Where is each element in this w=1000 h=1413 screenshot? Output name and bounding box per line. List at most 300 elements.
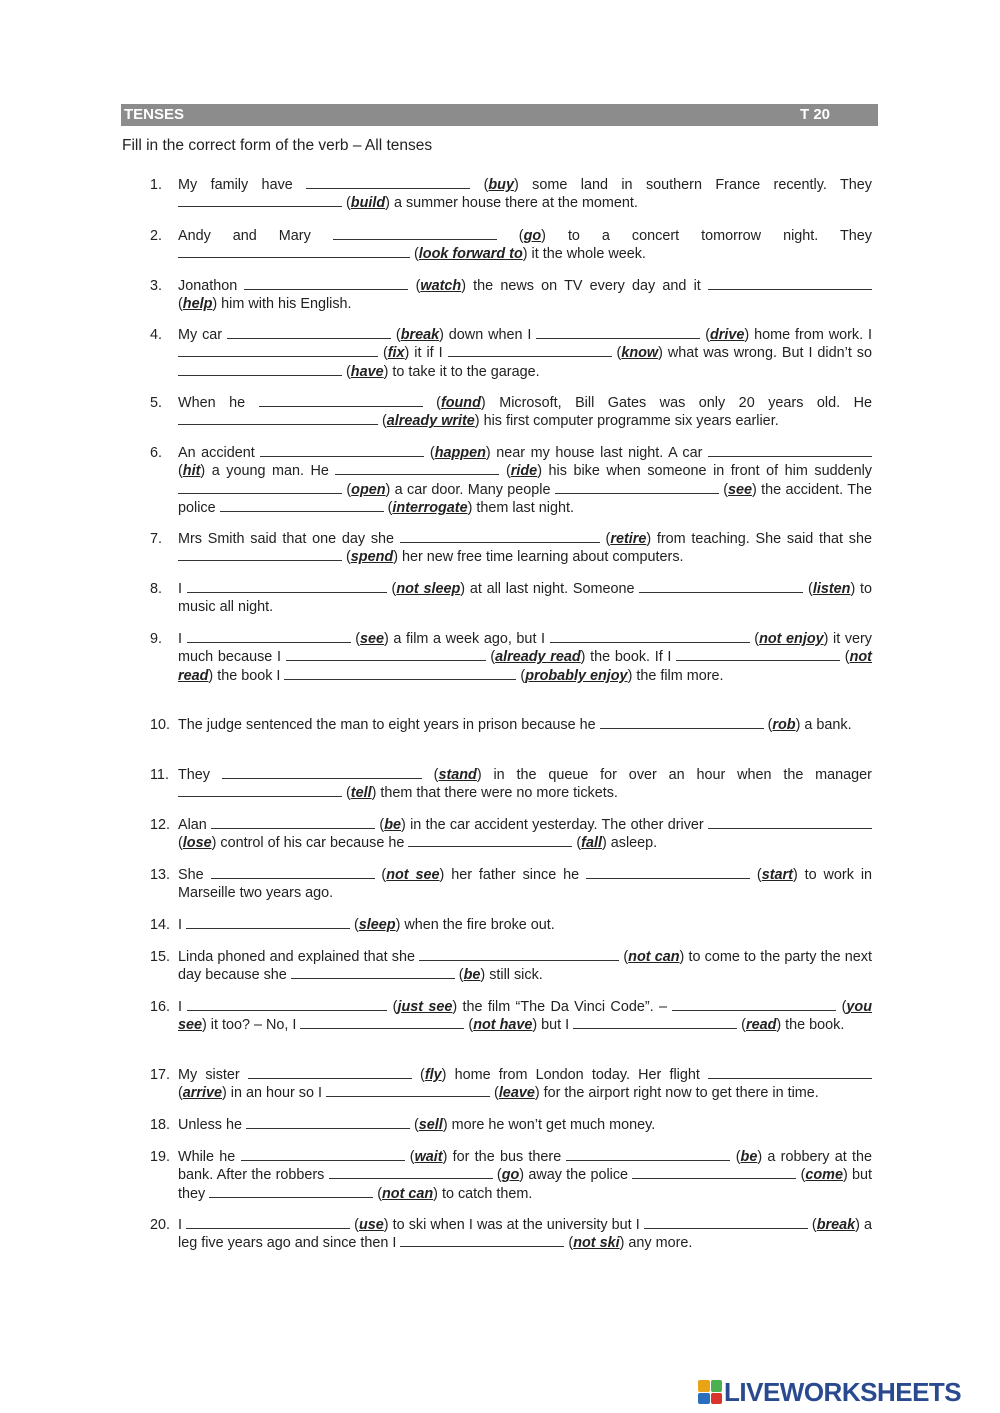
verb-hint: buy [488,177,514,193]
answer-blank[interactable] [178,548,342,561]
answer-blank[interactable] [326,1084,490,1097]
answer-blank[interactable] [211,816,375,829]
question-text-segment: ) a young man. He [200,463,336,480]
question-text-segment: ( [700,327,711,343]
logo-square [698,1380,710,1392]
question-text-segment: ( [737,1017,746,1034]
question-text-segment: ( [374,867,387,883]
verb-hint: use [358,1217,384,1233]
question-text [178,1148,872,1203]
question-text-segment: ( [387,999,398,1015]
answer-blank[interactable] [300,1016,464,1029]
question-text-segment: ) but they [178,1167,873,1202]
answer-blank[interactable] [708,816,872,829]
verb-hint: read [745,1017,777,1034]
verb-hint: not enjoy [759,631,824,647]
question-text [178,766,872,803]
question-text [178,1066,872,1103]
question-item [150,816,872,853]
question-text-segment: ( [730,1149,741,1165]
answer-blank[interactable] [241,1148,405,1161]
answer-blank[interactable] [178,784,342,797]
question-text-segment: Linda phoned and explained that she [178,949,420,965]
verb-hint: not can [628,949,680,965]
answer-blank[interactable] [400,1234,564,1247]
question-text-segment: ( [564,1235,574,1252]
question-text-segment: ) in the queue for over an hour when the manager [476,767,872,783]
answer-blank[interactable] [291,966,455,979]
question-text [178,326,872,381]
question-text-segment: ) the film “The Da Vinci Code”. – [452,999,673,1015]
question-text-segment: ) a film a week ago, but I [384,631,550,647]
answer-blank[interactable] [672,998,836,1011]
question-text-segment: ( [350,1217,359,1233]
question-text [178,716,872,734]
answer-blank[interactable] [178,363,342,376]
answer-blank[interactable] [227,326,391,339]
question-text-segment: I [178,581,187,597]
answer-blank[interactable] [244,277,408,290]
question-text-segment: ( [763,717,773,733]
worksheet-code: T 20 [799,106,830,123]
question-text-segment: My family have [178,177,307,193]
question-text-segment: ) her new free time learning about computers. [393,549,684,566]
verb-hint: see [360,631,385,647]
answer-blank[interactable] [333,227,497,240]
question-item [150,227,872,264]
verb-hint: have [350,363,384,380]
question-text [178,630,872,685]
verb-hint: not sleep [396,581,461,597]
question-text-segment: ) to take it to the garage. [383,363,540,380]
question-text-segment: ( [490,1085,499,1102]
question-text-segment: ) the accident. The police [178,481,873,516]
verb-hint: not see [386,867,440,883]
answer-blank[interactable] [408,834,572,847]
verb-hint: already read [495,649,581,666]
verb-hint: ride [510,463,538,480]
answer-blank[interactable] [186,916,350,929]
question-text-segment: Alan [178,817,212,833]
question-text-segment: ) it very much because I [178,631,873,666]
question-item [150,716,872,734]
verb-hint: start [761,867,793,883]
question-text-segment: ) from teaching. She said that she [646,531,872,547]
question-text-segment: ) some land in southern France recently. They [513,177,873,193]
question-text-segment: ( [840,649,850,666]
verb-hint: not can [382,1185,434,1202]
question-text-segment: ( [464,1017,474,1034]
question-item [150,394,872,431]
question-text-segment: ) away the police [519,1167,633,1184]
question-text [178,227,872,264]
question-text-segment: My sister [178,1067,248,1083]
answer-blank[interactable] [178,412,378,425]
verb-hint: probably enjoy [525,667,628,684]
logo-square [711,1393,723,1405]
question-text-segment: ) for the airport right now to get there in time. [534,1085,819,1102]
logo-square [698,1393,710,1405]
question-text-segment: ) a robbery at the bank. After the robbers [178,1149,872,1184]
question-item [150,1148,872,1203]
question-text-segment: ( [499,463,511,480]
question-number: 15. [150,949,171,965]
question-item [150,630,872,685]
question-text-segment: She [178,867,211,883]
verb-hint: rob [772,717,796,733]
question-text-segment: ) home from work. I [744,327,872,343]
question-text-segment: ( [410,1117,419,1133]
question-text-segment: ) more he won’t get much money. [442,1117,656,1133]
verb-hint: retire [610,531,647,547]
question-number: 3. [150,278,163,294]
answer-blank[interactable] [335,462,499,475]
instructions: Fill in the correct form of the verb – All tenses [122,137,433,154]
question-item [150,444,872,517]
answer-blank[interactable] [260,444,424,457]
question-text-segment: ( [410,246,419,263]
answer-blank[interactable] [220,499,384,512]
answer-blank[interactable] [246,1116,410,1129]
question-text-segment: ( [421,767,439,783]
answer-blank[interactable] [555,481,719,494]
question-item [150,948,872,985]
verb-hint: be [740,1149,758,1165]
verb-hint: help [182,296,213,313]
answer-blank[interactable] [178,344,378,357]
question-text [178,394,872,431]
question-text-segment: ( [373,1185,382,1202]
verb-hint: come [805,1167,843,1184]
answer-blank[interactable] [400,530,600,543]
question-text-segment: ) it if I [404,345,448,362]
question-text-segment: I [178,999,188,1015]
question-item [150,1116,872,1134]
question-text-segment: ( [492,1167,502,1184]
logo-square [711,1380,723,1392]
question-text-segment: ( [378,413,387,430]
question-text [178,1216,872,1253]
question-text-segment: ) a leg five years ago and since then I [178,1217,873,1252]
question-number: 10. [150,717,171,733]
question-number: 1. [150,177,163,193]
answer-blank[interactable] [419,948,619,961]
verb-hint: tell [350,785,372,802]
question-text [178,1116,872,1134]
verb-hint: sleep [358,917,396,933]
question-text-segment: ) for the bus there [442,1149,567,1165]
answer-blank[interactable] [178,245,410,258]
question-text-segment: ( [386,581,397,597]
question-text-segment: ) to a concert tomorrow night. They [541,228,872,244]
question-text-segment: ) control of his car because he [211,835,409,852]
question-text-segment: ( [619,949,629,965]
answer-blank[interactable] [708,277,872,290]
question-item [150,326,872,381]
question-text-segment: ( [836,999,847,1015]
logo-text: LIVEWORKSHEETS [724,1376,962,1407]
question-text-segment: ) the book I [208,667,285,684]
question-item [150,916,872,934]
question-text-segment: ) the news on TV every day and it [461,278,708,294]
verb-hint: not read [178,649,872,684]
question-text-segment: ( [572,835,582,852]
question-text-segment: ) his bike when someone in front of him suddenly [537,463,872,480]
verb-hint: know [621,345,659,362]
question-text-segment: ) the book. If I [580,649,677,666]
question-number: 12. [150,817,171,833]
question-text-segment: ( [516,667,526,684]
verb-hint: listen [812,581,851,597]
question-text-segment: ) a bank. [795,717,852,733]
answer-blank[interactable] [644,1216,808,1229]
answer-blank[interactable] [186,1216,350,1229]
question-text-segment: ( [178,463,183,480]
question-text-segment: ) in the car accident yesterday. The other driver [401,817,708,833]
question-item [150,277,872,314]
verb-hint: interrogate [392,499,468,516]
question-text-segment: ) when the fire broke out. [395,917,555,933]
question-text-segment: ( [749,631,760,647]
verb-hint: already write [386,413,475,430]
answer-blank[interactable] [573,1016,737,1029]
answer-blank[interactable] [211,866,375,879]
question-number: 18. [150,1117,171,1133]
question-text-segment: ( [375,817,385,833]
question-item [150,866,872,903]
verb-hint: not have [473,1017,533,1034]
verb-hint: fix [387,345,405,362]
question-text-segment: ) at all last night. Someone [460,581,640,597]
question-text [178,580,872,617]
question-text-segment: ( [178,296,183,313]
verb-hint: watch [420,278,462,294]
question-number: 13. [150,867,171,883]
question-number: 17. [150,1067,171,1083]
question-text-segment: They [178,767,222,783]
question-text-segment: ( [807,1217,817,1233]
verb-hint: lose [182,835,212,852]
question-text-segment: ) the book. [776,1017,845,1034]
question-text-segment: ) a car door. Many people [385,481,555,498]
question-text-segment: ) his first computer programme six years earlier. [474,413,779,430]
question-text [178,277,872,314]
question-text [178,948,872,985]
verb-hint: stand [438,767,477,783]
verb-hint: you see [178,999,872,1034]
answer-blank[interactable] [248,1066,412,1079]
question-text-segment: ) near my house last night. A car [485,445,708,461]
question-text-segment: ) them that there were no more tickets. [371,785,618,802]
question-text-segment: ( [350,917,359,933]
verb-hint: go [501,1167,520,1184]
question-number: 9. [150,631,163,647]
question-text-segment: ( [178,835,183,852]
verb-hint: happen [434,445,486,461]
question-text-segment: ( [178,1085,183,1102]
question-text-segment: ) to catch them. [433,1185,533,1202]
answer-blank[interactable] [187,998,387,1011]
question-text-segment: ) down when I [439,327,537,343]
answer-blank[interactable] [708,1066,872,1079]
question-text-segment: ) it the whole week. [522,246,646,263]
question-text-segment: ( [454,967,464,984]
question-text-segment: ) but I [532,1017,574,1034]
question-text-segment: ( [496,228,524,244]
question-text-segment: ) the film more. [627,667,724,684]
answer-blank[interactable] [586,866,750,879]
question-text-segment: ) asleep. [601,835,658,852]
answer-blank[interactable] [178,481,342,494]
question-text-segment: ( [470,177,489,193]
logo-mark-icon [698,1380,722,1404]
answer-blank[interactable] [639,580,803,593]
answer-blank[interactable] [676,648,840,661]
verb-hint: build [350,195,386,212]
question-item [150,176,872,213]
question-text-segment: ( [378,345,388,362]
verb-hint: be [384,817,402,833]
verb-hint: open [351,481,386,498]
answer-blank[interactable] [286,648,486,661]
verb-hint: break [400,327,440,343]
question-item [150,998,872,1035]
verb-hint: see [728,481,753,498]
question-number: 20. [150,1217,171,1233]
question-text-segment: ( [408,278,421,294]
question-number: 2. [150,228,163,244]
question-number: 4. [150,327,163,343]
answer-blank[interactable] [448,344,612,357]
question-item [150,766,872,803]
answer-blank[interactable] [259,394,423,407]
question-text-segment: I [178,1217,187,1233]
verb-hint: look forward to [418,246,523,263]
question-text-segment: When he [178,395,259,411]
question-text-segment: ) to work in Marseille two years ago. [178,867,873,902]
liveworksheets-logo [698,1378,961,1406]
answer-blank[interactable] [566,1148,730,1161]
question-text-segment: ( [611,345,622,362]
answer-blank[interactable] [187,630,351,643]
question-text-segment: ) it too? – No, I [202,1017,301,1034]
question-number: 7. [150,531,163,547]
verb-hint: not ski [573,1235,620,1252]
verb-hint: drive [710,327,745,343]
question-text [178,998,872,1035]
title-bar [121,104,878,126]
question-text-segment: ( [424,445,435,461]
question-item [150,1066,872,1103]
page-title: TENSES [124,106,185,123]
verb-hint: be [463,967,481,984]
verb-hint: hit [182,463,201,480]
question-text-segment: ) what was wrong. But I didn’t so [658,345,872,362]
question-text-segment: ( [750,867,762,883]
answer-blank[interactable] [329,1166,493,1179]
question-number: 16. [150,999,171,1015]
question-text-segment: ) in an hour so I [222,1085,327,1102]
question-text-segment: ( [342,785,351,802]
verb-hint: wait [414,1149,443,1165]
question-number: 14. [150,917,171,933]
question-text-segment: ( [383,499,393,516]
question-text-segment: Unless he [178,1117,246,1133]
verb-hint: leave [498,1085,535,1102]
answer-blank[interactable] [708,444,872,457]
question-text-segment: ) to ski when I was at the university but I [383,1217,644,1233]
answer-blank[interactable] [178,194,342,207]
question-text-segment: ) him with his English. [212,296,352,313]
answer-blank[interactable] [284,667,516,680]
question-text-segment: ) to music all night. [178,581,872,616]
question-number: 8. [150,581,163,597]
answer-blank[interactable] [600,716,764,729]
verb-hint: sell [418,1117,443,1133]
question-text-segment: I [178,917,186,933]
verb-hint: just see [397,999,453,1015]
question-text [178,916,872,934]
question-text-segment: Andy and Mary [178,228,333,244]
answer-blank[interactable] [536,326,700,339]
question-text-segment: I [178,631,187,647]
answer-blank[interactable] [632,1166,796,1179]
question-text-segment: ( [485,649,496,666]
question-text-segment: ( [342,549,351,566]
question-text-segment: ( [599,531,611,547]
question-text-segment: ( [404,1149,415,1165]
question-text-segment: My car [178,327,227,343]
answer-blank[interactable] [550,630,750,643]
answer-blank[interactable] [306,176,470,189]
verb-hint: fly [424,1067,442,1083]
answer-blank[interactable] [187,580,387,593]
question-text-segment: ( [342,195,351,212]
question-number: 6. [150,445,163,461]
question-text-segment: Jonathon [178,278,245,294]
question-text-segment: While he [178,1149,241,1165]
question-text-segment: The judge sentenced the man to eight years in prison because he [178,717,600,733]
question-text [178,176,872,213]
question-text-segment: ( [803,581,813,597]
question-text-segment: An accident [178,445,261,461]
question-text-segment: ( [411,1067,425,1083]
question-text-segment: ( [342,363,351,380]
question-item [150,530,872,567]
verb-hint: go [523,228,542,244]
question-text-segment: ( [718,481,728,498]
question-text-segment: ( [342,481,352,498]
question-text [178,444,872,517]
verb-hint: fall [581,835,602,852]
question-text [178,530,872,567]
verb-hint: arrive [182,1085,223,1102]
question-text-segment: ) any more. [619,1235,693,1252]
question-text [178,866,872,903]
verb-hint: break [816,1217,856,1233]
question-text-segment: ) Microsoft, Bill Gates was only 20 years old. He [480,395,873,411]
question-text-segment: ( [796,1167,806,1184]
question-number: 5. [150,395,163,411]
question-text-segment: ) to come to the party the next day because she [178,949,872,984]
verb-hint: found [440,395,481,411]
question-item [150,580,872,617]
question-text-segment: ) home from London today. Her flight [441,1067,708,1083]
question-text [178,816,872,853]
answer-blank[interactable] [222,766,422,779]
answer-blank[interactable] [209,1185,373,1198]
question-text-segment: ) her father since he [439,867,587,883]
